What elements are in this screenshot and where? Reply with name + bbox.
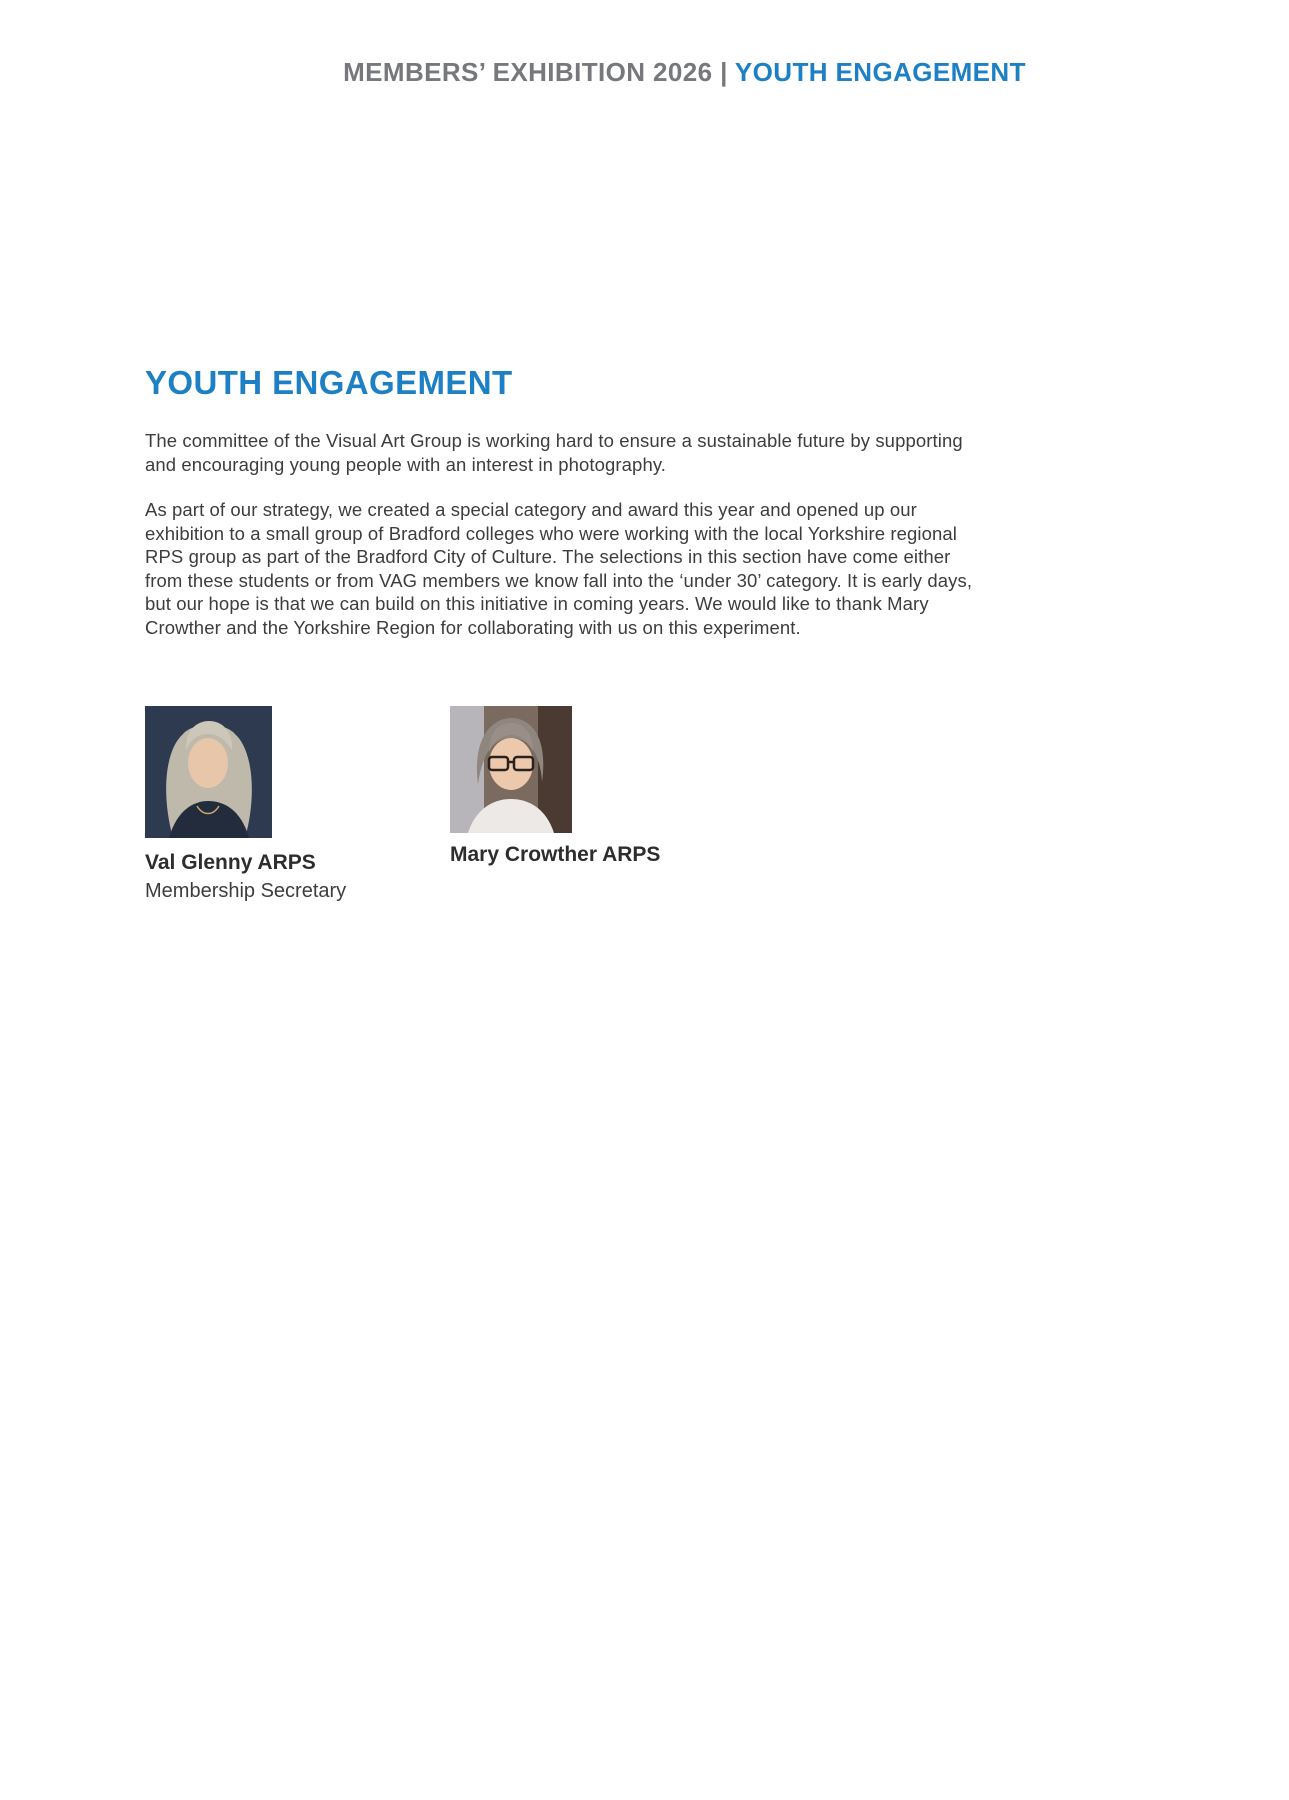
intro-paragraph: The committee of the Visual Art Group is working hard to ensure a sustainable future by supporting and encouraging young people with an interest in photography. xyxy=(145,430,963,475)
page-header xyxy=(0,57,1289,88)
page-title: YOUTH ENGAGEMENT xyxy=(145,364,513,401)
person-role: Membership Secretary xyxy=(145,880,347,902)
strategy-paragraph: As part of our strategy, we created a special category and award this year and opened up our exhibition to a small group of Bradford colleges who were working with the local Yorkshire regional RPS group as part of the Bradford City of Culture. The selections in this section have come either from these students or from VAG members we know fall into the ‘under 30’ category. It is early days, but our hope is that we can build on this initiative in coming years. We would like to thank Mary Crowther and the Yorkshire Region for collaborating with us on this experiment. xyxy=(145,499,973,638)
header-section-label: YOUTH ENGAGEMENT xyxy=(734,57,1026,87)
person-card-val-glenny xyxy=(145,706,346,903)
body-copy xyxy=(145,429,987,661)
person-card-mary-crowther xyxy=(450,706,660,867)
val-glenny-portrait-illustration xyxy=(145,706,272,838)
person-name: Mary Crowther ARPS xyxy=(450,843,661,866)
val-glenny-portrait-photo xyxy=(145,706,272,838)
person-name: Val Glenny ARPS xyxy=(145,851,316,874)
mary-crowther-portrait-illustration xyxy=(450,706,572,833)
mary-crowther-portrait-photo xyxy=(450,706,572,833)
header-exhibition-label: MEMBERS’ EXHIBITION 2026 | xyxy=(343,57,735,87)
